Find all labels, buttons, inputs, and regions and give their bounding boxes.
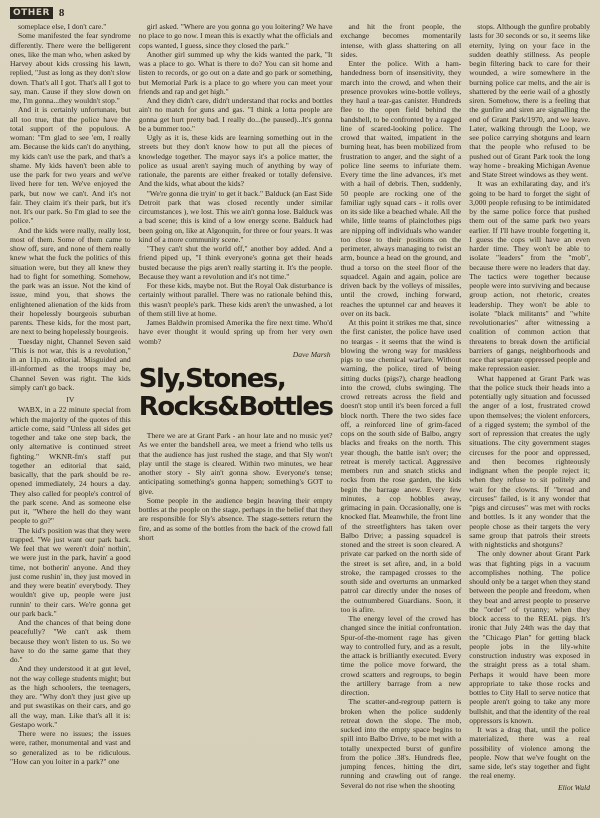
page-header: [10, 6, 590, 20]
column-1: [10, 22, 131, 818]
paragraph: At this point it strikes me that, since the first canister, the police have used no teargas - it seems that the wind is blowing the wrong way for maskless pigs to use chemical warfare. Without warning, the police, tired of being sitting ducks (pigs?), charge headlong into the crowd, clubs swinging. The crowd retreats across the field and doesn't stop until it's been forced a full block north. There the two sides face off, a reinforced line of grim-faced cops on the south side of Balbo, angry blacks and freaks on the north. This year though, the battle isn't over; the retreat is merely tactical. Aggressive members run and snatch sticks and rocks from the rose garden, the kids begin the barrage anew. Every few minutes, a cop hobbles away, grimacing in pain. Occasionally, one is knocked flat. Meanwhile, the front line of the streetfighters has taken over Balbo Drive; a passing squadcel is stoned and the street is soon cleared. A private car parked on the north side of the street is set afire, and, in a bold stroke, the rampaged crosses to the south side and overturns an unmarked patrol car directly under the noses of the outnumbered Guardians. Soon, it too is afire.: [340, 318, 462, 614]
article-columns: [10, 22, 590, 818]
paragraph: WABX, in a 22 minute special from which the majority of the quotes of this article come, said "Unless all sides get together and take one step back, the only alternative is continued street fighting." WKNR-fm's staff put together an editorial that said, basically, that the park should be re-opened immediately, 24 hours a day. They also called for people's control of the park scene. And as someone else put it, "Where the hell do they want people to go?": [10, 405, 131, 526]
paragraph: What happened at Grant Park was that the police stuck their heads into a potentially ugly situation and focussed the anger of a lost, frustrated crowd upon themselves; the violent enforcers, of a rigged system; the symbol of the sort of repression that creates the ugly situations. The city government stages circuses for the poor and oppressed, and then becomes righteously indignant when the people reject it; when they refuse to sit politely and wait for the clowns. If "bread and circuses" failed, is it any wonder that "pigs and circuses" was met with rocks and bottles. Is it any wonder that the people chose as their targets the very same group that patrols their streets with nightsticks and shotguns?: [469, 373, 590, 549]
paragraph: And it is certainly unfortunate, but all too true, that the police have the total support of the populous. A woman: "I'm glad to see 'em, I really am. Because the kids can't do anything, my kids can't use the park, and that's a shame. My kids haven't been able to use the park for two years and we've lived here for ten. We've enjoyed the park, but now we can't. And it's not fair. They claim it's their park, but it's not. It's our park. So I'm glad to see the police.": [10, 105, 131, 226]
paragraph: And they didn't care, didn't understand that rocks and bottles ain't no match for guns and gas. "I think a lotta people are gonna get hurt pretty bad. I really do...(he paused)...It's gonna be a bummer too.": [138, 96, 333, 133]
column-3: [341, 22, 462, 818]
paragraph: The scatter-and-regroup pattern is broken when the police suddenly retreat down the slope. The mob, sucked into the empty space begins to spill into Balbo Drive, to be met with a totally unexpected burst of gunfire from the police .38's. Hundreds flee, jumping fences, hitting the dirt, running and crawling out of range. Several do not rise when the shooting: [340, 697, 462, 790]
paragraph: Tuesday night, Channel Seven said "This is not war, this is a revolution," in an 11p.m. editorial. Misguided and ill-informed as the troops may be, Channel Seven was right. The kids simply can't go back.: [10, 336, 131, 392]
paragraph: And they understood it at gut level, not the way college students might; but as the high schoolers, the teenagers, they are. "Why don't they just give up and put swastikas on their cars, and go all the way, man. Like that's all it is: Gestapo work.": [10, 664, 131, 729]
column-4: [469, 22, 590, 818]
paragraph: "They can't shut the world off," another boy added. And a friend piped up, "I think everyone's gonna get their heads busted because the pigs aren't really starting it. It's the people. Because they want a revolution and it's not time.": [138, 244, 333, 281]
headline-line: Sly,Stones,: [138, 364, 286, 394]
paragraph: The only downer about Grant Park was that fighting pigs in a vacuum accomplishes nothing. The police should only be a target when they stand between the people and freedom, when they beat and arrest people to preserve the "order" of tyranny; when they block access to the REAL pigs. It's ironic that July 24th was the day that the "Chicago Plan" for getting black people jobs in the lily-white construction industry was exposed in the straight press as a total sham. Perhaps it would have been more appropriate to take those rocks and bottles to City Hall to serve notice that people aren't going to take any more bullshit, and that the identity of the real oppressors is known.: [469, 549, 590, 725]
paragraph: James Baldwin promised Amerika the fire next time. Who'd have ever thought it would spring up from her very own womb?: [138, 318, 333, 346]
paragraph: There we are at Grant Park - an hour late and no music yet? As we enter the bandshell area, we meet a friend who tells us that the audience has just rushed the stage, and that Sly won't play until the stage is cleared. Within two minutes, we hear another story - Sly ain't gonna show. Everyone's tense; anticipating something's gonna happen; something's GOT to give.: [138, 431, 333, 496]
paragraph: and hit the front people, the exchange becomes momentarily intense, with glass shattering on all sides.: [340, 22, 462, 59]
section-number: IV: [66, 395, 75, 404]
paragraph: And the kids were really, really lost, most of them. Some of them came to show off, sure, and none of them really knew what the fuck the politics of this situation were, but they all knew they had to fight for something. Somehow, the park was an issue. Not the kind of issue, mind you, that shows the enlightened alienation of the kids from their hopelessly bourgeois suburban parents. These kids, for the most part, are next to being hopelessly bourgeois.: [10, 225, 131, 337]
paragraph: The kid's position was that they were trapped. "We just want our park back. We feel that we weren't doin' nothin', we were just in the park, havin' a good time, not botherin' anyone. And they just come rushin' in, they just moved in and they were beatin' everybody. They wouldn't give up, people were just runnin' to their cars. We're gonna get our park back.": [10, 525, 131, 618]
article-headline: [139, 365, 333, 421]
paragraph: For these kids, maybe not. But the Royal Oak disturbance is certainly without parallel. There was no rationale behind this, this wasn't people's park. These kids aren't the unwashed, a lot of them still live at home.: [138, 281, 333, 318]
paragraph: And the chances of that being done peacefully? "We can't ask them because they won't listen to us. So we have to do the same game that they do.": [10, 618, 131, 664]
paragraph: Ugly as it is, these kids are learning something out in the streets but they don't know how to put all the pieces of knowledge together. The mayor says it's a police matter, the police as usual aren't saying much of anything by way of rationale, the parents are either freaked or totally defensive. And the kids, what about the kids?: [138, 133, 333, 189]
headline-line: Rocks&Bottles: [138, 392, 333, 422]
paragraph: someplace else, I don't care.": [18, 22, 107, 31]
paragraph: It was a drag that, until the police materialized, there was a real possibility of violence among the people. Now that we've fought on the same side, let's stay together and fight the real enemy.: [469, 725, 590, 781]
page-number: 8: [58, 7, 65, 19]
paragraph: Enter the police. With a ham-handedness born of insensitivity, they march into the crowd, and when their presence provokes wine-bottle volleys, they haul a tear-gas canister. Hundreds flee to the open field behind the bandshell, to be confronted by a ragged line of scared-looking police. The crowd that waited, impatient in the burning heat, has been mobilized from frustration to anger, and the sight of a police line seems to infuriate them. Every time the line advances, it's met with a hail of debris. Then, suddenly, 50 people are rocking one of the familiar ugly squad cars - it rolls over on its side like a beached whale. All the while, little teams of plainclothes pigs are nipping off individuals who wander too close to their positions on the perimeter, always managing to twist an arm, bounce a head on the ground, and thud a torso on the steel floor of the squadcel. Again and again, police are driven back by the volleys of missiles, until the crowd, inching forward, reaches the uptunnel car and heaves it over on its back.: [340, 59, 462, 318]
paragraph: Another girl summed up why the kids wanted the park, "It was a place to go. What is there to do? You can sit home and listen to records, or go out on a date and go park or something, but Memorial Park is a place to go where you can meet your friends and rap and get high.": [138, 49, 333, 96]
paragraph: stops. Although the gunfire probably lasts for 30 seconds or so, it seems like eternity, lying on your face in the sudden deathly stillness. As people begin filtering back to care for their wounded, a wire somewhere in the burning police car melts, and the air is shattered by the eerie wail of a ghostly siren. Somehow, there is a feeling that the gunfire and siren are signalling the end of Grant Park/1970, and we leave. Later, walking through the Loop, we see police carrying shotguns and learn that the people who refused to be pushed out of Grant Park took the long way home - breaking Michigan Avenue and State Street windows as they went.: [469, 22, 590, 179]
paragraph: "We're gonna die tryin' to get it back." Balduck (an East Side Detroit park that was closed recently under similar circumstances ), we lost. This we ain't gonna lose. Balduck was a bad scene; this is kind of a low energy scene. Balduck had been going on, like at Algonquin, for three or four years. It was kind of a more community scene.": [138, 188, 333, 244]
byline: Dave Marsh: [292, 349, 331, 359]
paragraph: Some people in the audience begin heaving their empty bottles at the people on the stage, perhaps in the belief that they are responsible for Sly's absence. The stage-setters return the fire, and as some of the bottles from the back of the crowd fall short: [138, 495, 333, 542]
paragraph: The energy level of the crowd has changed since the initial confrontation. Spur-of-the-moment rage has given way to controlled fury, and as a result, the attack is brilliantly executed. Every time the police move forward, the crowd scatters and regroups, to begin the artillery barrage from a new direction.: [340, 614, 462, 697]
paragraph: girl asked. "Where are you gonna go you loitering? We have no place to go now. I mean this is exactly what the officials and cops wanted, I guess, since they closed the park.": [138, 22, 333, 50]
paragraph: Some manifested the fear syndrome differently. There were the belligerent ones, like the man who, when asked by Harvey about kids crossing his lawn, replied, "Just as long as they don't slow down. That's all I got. That's all I got to say, man. Cause if they slow down on me, I'm gonna...they wouldn't stop.": [10, 31, 131, 105]
paragraph: There were no issues; the issues were, rather, monumental and vast and so generalized as to be ridiculous. "How can you loiter in a park?" one: [10, 729, 131, 766]
paragraph: It was an exhilarating day, and it's going to be hard to forget the sight of 3,000 people refusing to be intimidated by the same police force that pushed them out of the same park two years earlier. If I'll have trouble forgetting it, I guess the cops will have an even harder time. They won't be able to isolate "leaders" from the "mob", because there were no leaders that day. The tactics were together because people were into surviving and because group action, not rhetoric, creates leadership. They won't be able to isolate "black militants" and "white revolutionaries" after witnessing a coalition of common action that threatens to break down the artificial barriers of gangs, neighborhoods and race that separate oppressed people and make repression easier.: [469, 179, 590, 374]
publication-logo: OTHER: [10, 7, 53, 19]
byline: Eliot Wald: [558, 782, 590, 792]
column-2: [139, 22, 333, 818]
